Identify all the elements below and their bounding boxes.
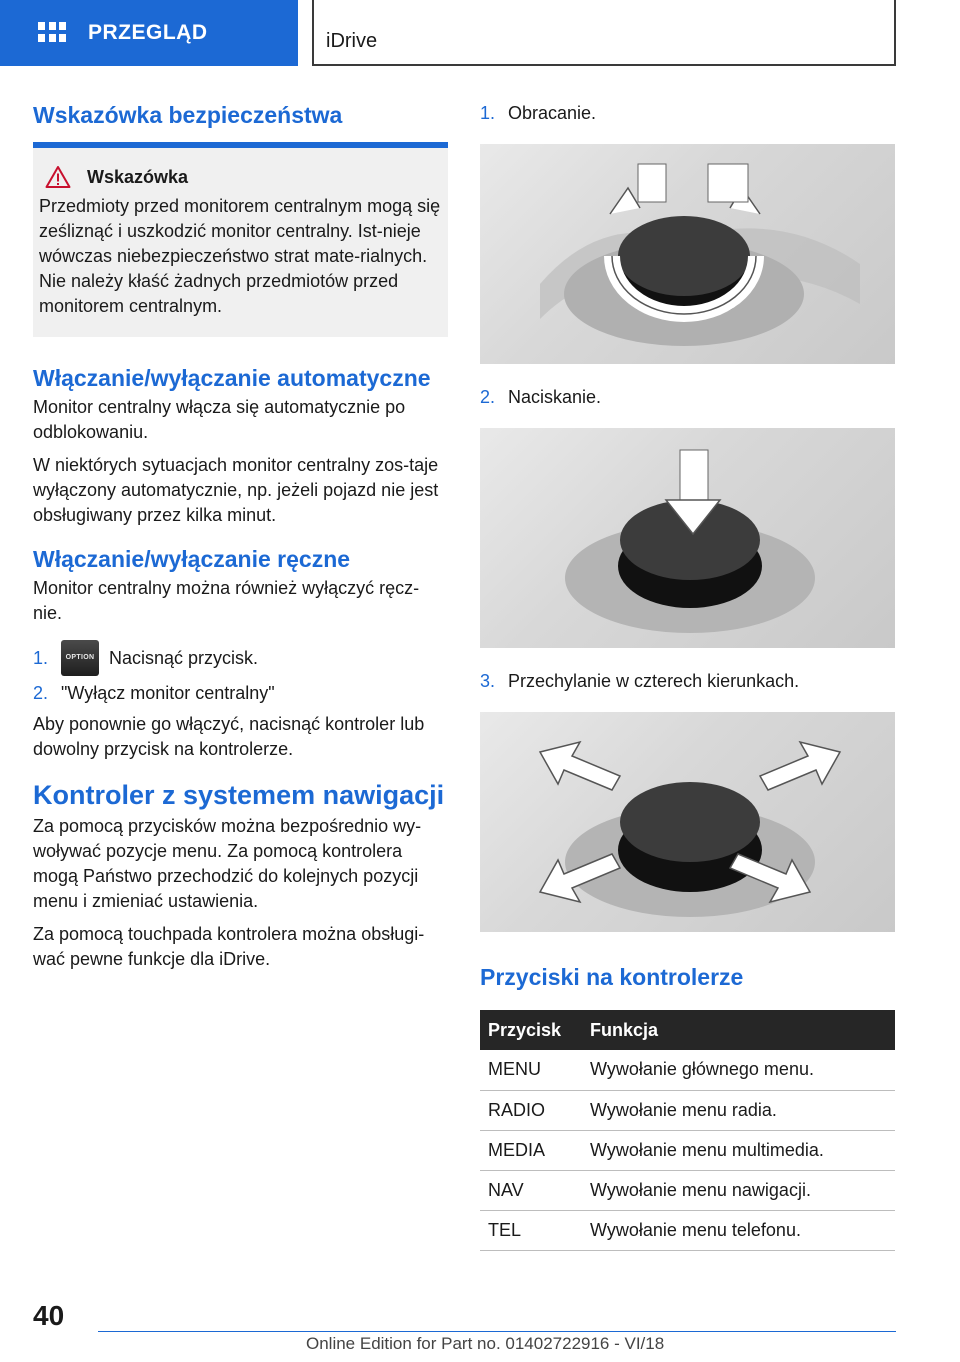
table-row — [480, 1090, 895, 1130]
action-text: Naciskanie. — [508, 387, 602, 407]
section-tab[interactable] — [0, 0, 298, 66]
action-number: 3. — [480, 671, 496, 691]
function-cell: Wywołanie menu nawigacji. — [582, 1170, 895, 1210]
controller-press-photo — [480, 428, 895, 648]
button-cell: RADIO — [480, 1090, 582, 1130]
manual-paragraph-1: Monitor centralny można również wyłączyć ręcz-nie. — [33, 578, 420, 623]
step-text: Nacisnąć przycisk. — [109, 648, 259, 668]
button-cell: MEDIA — [480, 1130, 582, 1170]
action-rotate — [480, 100, 895, 126]
footer-edition: Online Edition for Part no. 01402722916 - VI/18 — [306, 1334, 665, 1353]
table-header-row — [480, 1010, 895, 1050]
option-button-icon: OPTION — [61, 640, 99, 676]
manual-step-2 — [33, 680, 448, 706]
controller-paragraph-2: Za pomocą touchpada kontrolera można obsługi-wać pewne funkcje dla iDrive. — [33, 924, 425, 969]
step-number: 2. — [33, 683, 49, 703]
controller-buttons-table — [480, 1010, 895, 1251]
manual-heading: Włączanie/wyłączanie ręczne — [33, 546, 351, 572]
left-column — [33, 100, 448, 972]
table-row — [480, 1130, 895, 1170]
column-header: Przycisk — [480, 1010, 582, 1050]
warning-triangle-icon — [45, 165, 71, 189]
table-row — [480, 1170, 895, 1210]
auto-paragraph-2: W niektórych sytuacjach monitor centralny zos-taje wyłączony automatycznie, np. jeżeli pojazd nie jest obsługiwany przez kilka minut. — [33, 455, 439, 525]
button-cell: TEL — [480, 1210, 582, 1250]
page-number: 40 — [33, 1300, 65, 1331]
controller-tilt-photo — [480, 712, 895, 932]
controller-paragraph-1: Za pomocą przycisków można bezpośrednio wy-woływać pozycje menu. Za pomocą kontrolera mogą Państwo przechodzić do kolejnych pozycji menu i zmieniać ustawienia. — [33, 816, 422, 911]
buttons-heading: Przyciski na kontrolerze — [480, 964, 744, 990]
warning-title-row — [39, 164, 442, 190]
safety-heading: Wskazówka bezpieczeństwa — [33, 102, 343, 128]
auto-paragraph-1: Monitor centralny włącza się automatycznie po odblokowaniu. — [33, 397, 406, 442]
action-press — [480, 384, 895, 410]
table-row — [480, 1050, 895, 1090]
action-text: Obracanie. — [508, 103, 597, 123]
controller-rotate-photo — [480, 144, 895, 364]
warning-title: Wskazówka — [87, 167, 189, 187]
auto-heading: Włączanie/wyłączanie automatyczne — [33, 365, 431, 391]
chapter-box — [312, 0, 896, 66]
column-header: Funkcja — [582, 1010, 895, 1050]
function-cell: Wywołanie menu multimedia. — [582, 1130, 895, 1170]
step-number: 1. — [33, 648, 49, 668]
section-label: PRZEGLĄD — [88, 21, 208, 44]
controller-heading: Kontroler z systemem nawigacji — [33, 780, 445, 810]
function-cell: Wywołanie menu telefonu. — [582, 1210, 895, 1250]
warning-text: Przedmioty przed monitorem centralnym mogą się ześliznąć i uszkodzić monitor centralny. Ist-nieje wówczas niebezpieczeństwo strat mate-rialnych. Nie należy kłaść żadnych przedmiotów przed monitorem centralnym. — [39, 196, 441, 316]
action-text: Przechylanie w czterech kierunkach. — [508, 671, 800, 691]
action-tilt — [480, 668, 895, 694]
function-cell: Wywołanie głównego menu. — [582, 1050, 895, 1090]
action-number: 1. — [480, 103, 496, 123]
page-header — [0, 0, 960, 66]
chapter-title: iDrive — [326, 30, 378, 52]
step-text: "Wyłącz monitor centralny" — [61, 683, 275, 703]
button-cell: MENU — [480, 1050, 582, 1090]
button-cell: NAV — [480, 1170, 582, 1210]
right-column — [480, 100, 895, 1251]
manual-paragraph-2: Aby ponownie go włączyć, nacisnąć kontroler lub dowolny przycisk na kontrolerze. — [33, 714, 425, 759]
grid-menu-icon — [38, 22, 66, 44]
manual-step-1 — [33, 640, 448, 676]
action-number: 2. — [480, 387, 496, 407]
table-row — [480, 1210, 895, 1250]
footer-divider — [98, 1331, 896, 1332]
warning-box — [33, 148, 448, 337]
function-cell: Wywołanie menu radia. — [582, 1090, 895, 1130]
